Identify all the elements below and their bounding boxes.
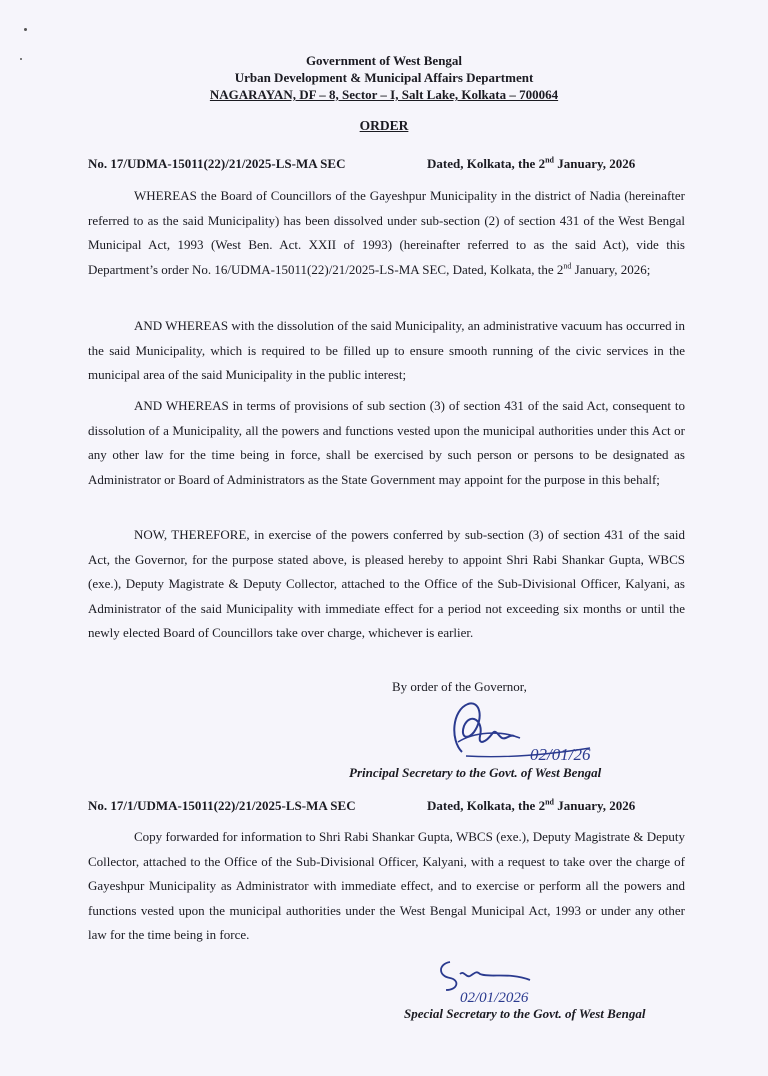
memo-number: No. 17/1/UDMA-15011(22)/21/2025-LS-MA SEC bbox=[88, 798, 356, 813]
signatory-title-principal: Principal Secretary to the Govt. of West Bengal bbox=[349, 765, 602, 780]
header-government: Government of West Bengal bbox=[305, 53, 463, 68]
signatory-title-special: Special Secretary to the Govt. of West Bengal bbox=[404, 1006, 646, 1021]
signature-principal-secretary bbox=[440, 696, 600, 768]
memo-number: No. 17/UDMA-15011(22)/21/2025-LS-MA SEC bbox=[88, 156, 346, 171]
paragraph-whereas-1: WHEREAS the Board of Councillors of the Gayeshpur Municipality in the district of Nadia (hereinafter referred to as the said Municipality) has been dissolved under sub-section (2) of section 431 of the West Bengal Municipal Act, 1993 (West Ben. Act. XXII of 1993) (hereinafter referred to as the said Act), vide this Department’s order No. 16/UDMA-15011(22)/21/2025-LS-MA SEC, Dated, Kolkata, the 2nd January, 2026; bbox=[88, 188, 685, 277]
paragraph-copy-forwarded: Copy forwarded for information to Shri Rabi Shankar Gupta, WBCS (exe.), Deputy Magistrate & Deputy Collector, attached to the Office of the Sub-Divisional Officer, Kalyani, with a request to take over the charge of Gayeshpur Municipality as Administrator with immediate effect, and to exercise or perform all the powers and functions vested upon the municipal authorities under the West Bengal Municipal Act, 1993 or under any other law for the time being in force. bbox=[88, 829, 685, 943]
memo-reference-2 bbox=[88, 798, 688, 814]
header-address: NAGARAYAN, DF – 8, Sector – I, Salt Lake, Kolkata – 700064 bbox=[209, 87, 559, 102]
order-title: ORDER bbox=[359, 118, 409, 133]
memo-reference-1 bbox=[88, 156, 688, 172]
signature-date-2: 02/01/2026 bbox=[460, 990, 529, 1006]
paragraph-whereas-3: AND WHEREAS in terms of provisions of sub section (3) of section 431 of the said Act, consequent to dissolution of a Municipality, all the powers and functions vested upon the municipal authorities under this Act or any other law for the time being in force, shall be exercised by such person or persons to be designated as Administrator or Board of Administrators as the State Government may appoint for the purpose in this behalf; bbox=[88, 398, 685, 487]
signature-date-1: 02/01/26 bbox=[530, 745, 591, 764]
memo-date: Dated, Kolkata, the 2nd January, 2026 bbox=[427, 155, 636, 171]
paragraph-now-therefore: NOW, THEREFORE, in exercise of the powers conferred by sub-section (3) of section 431 of the said Act, the Governor, for the purpose stated above, is pleased hereby to appoint Shri Rabi Shankar Gupta, WBCS (exe.), Deputy Magistrate & Deputy Collector, attached to the Office of the Sub-Divisional Officer, Kalyani, as Administrator of the said Municipality with immediate effect for a period not exceeding six months or until the newly elected Board of Councillors take over charge, whichever is earlier. bbox=[88, 527, 685, 641]
header-department: Urban Development & Municipal Affairs Department bbox=[234, 70, 534, 85]
signature-special-secretary bbox=[430, 952, 570, 1006]
memo-date: Dated, Kolkata, the 2nd January, 2026 bbox=[427, 797, 636, 813]
paragraph-whereas-2: AND WHEREAS with the dissolution of the said Municipality, an administrative vacuum has occurred in the said Municipality, which is required to be filled up to ensure smooth running of the civic services in the municipal area of the said Municipality in the public interest; bbox=[88, 318, 685, 383]
by-order-line: By order of the Governor, bbox=[392, 679, 527, 694]
scan-speck bbox=[24, 28, 27, 31]
